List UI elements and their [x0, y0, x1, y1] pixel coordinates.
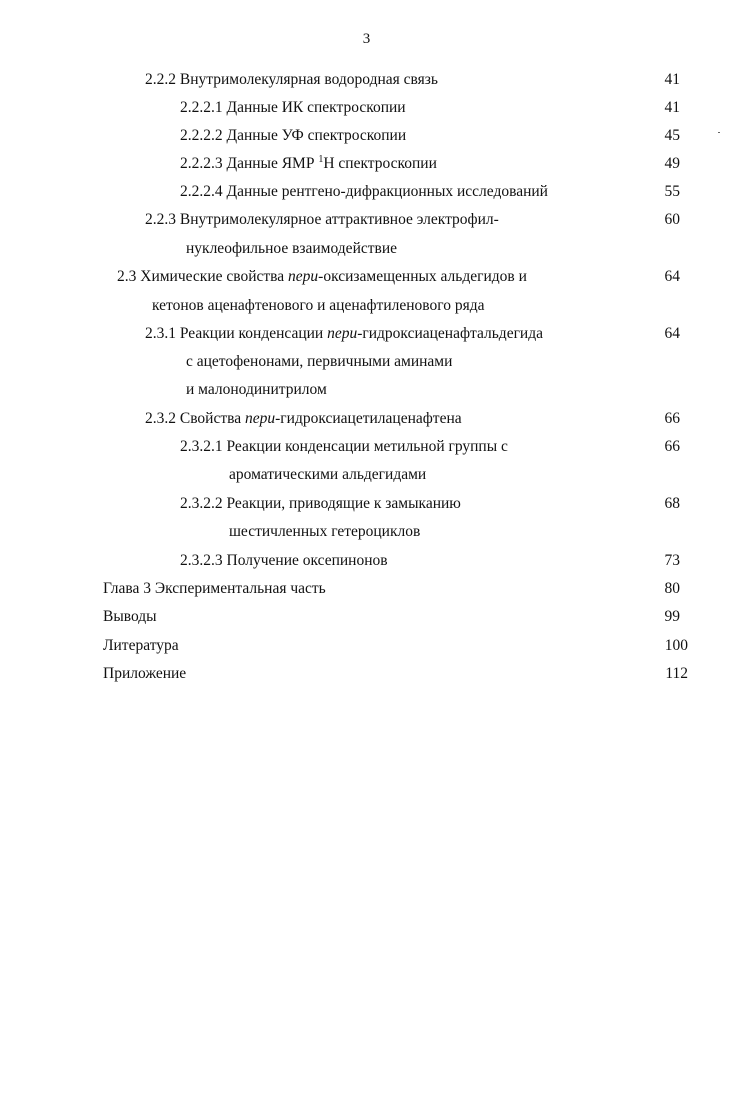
toc-page-2-3-1: 64 [664, 325, 680, 342]
toc-entry-text: 2.3.1 Реакции конденсации [145, 325, 328, 342]
toc-entry-chapter-3: Глава 3 Экспериментальная часть [103, 580, 326, 597]
toc-page-2-3-2-2: 68 [664, 495, 680, 512]
toc-entry-2-3-1-continuation-2: и малонодинитрилом [186, 381, 327, 398]
toc-entry-text: -гидроксиаценафтальдегида [357, 325, 543, 342]
toc-entry-appendix: Приложение [103, 665, 187, 682]
toc-entry-literature: Литература [103, 637, 179, 654]
toc-entry-2-3-continuation: кетонов аценафтенового и аценафтиленового ряда [152, 297, 485, 314]
toc-page-2-2-2-2: 45 [664, 127, 680, 144]
toc-page-2-3: 64 [664, 268, 680, 285]
page-number: 3 [362, 31, 371, 47]
toc-page-2-3-2: 66 [664, 410, 680, 427]
toc-entry-2-2-3: 2.2.3 Внутримолекулярное аттрактивное электрофил- [145, 211, 499, 228]
toc-entry-2-2-3-continuation: нуклеофильное взаимодействие [186, 240, 398, 257]
toc-page-2-2-2-1: 41 [664, 99, 680, 116]
superscript-mass-number: 1 [318, 154, 324, 165]
scan-speck [718, 132, 720, 133]
toc-entry-conclusions: Выводы [103, 608, 157, 625]
toc-entry-2-2-2: 2.2.2 Внутримолекулярная водородная связь [145, 71, 438, 88]
toc-page-2-2-2-4: 55 [664, 183, 680, 200]
toc-page-2-2-3: 60 [664, 211, 680, 228]
toc-page-appendix: 112 [665, 665, 688, 682]
toc-entry-text: -гидроксиацетилаценафтена [275, 410, 462, 427]
italic-prefix: пери [327, 325, 358, 342]
toc-entry-2-3 [117, 267, 527, 287]
toc-entry-2-3-2-3: 2.3.2.3 Получение оксепинонов [180, 552, 388, 569]
toc-entry-2-3-1 [145, 324, 543, 344]
toc-entry-text: -оксизамещенных альдегидов и [318, 268, 527, 285]
toc-entry-2-2-2-1: 2.2.2.1 Данные ИК спектроскопии [180, 99, 406, 116]
toc-page-conclusions: 99 [664, 608, 680, 625]
toc-entry-text: 2.3.2 Свойства [145, 410, 245, 427]
toc-entry-text: 2.2.2.3 Данные ЯМР [180, 155, 319, 172]
toc-page-2-2-2-3: 49 [664, 155, 680, 172]
toc-entry-2-2-2-3 [180, 154, 437, 174]
italic-prefix: пери [288, 268, 319, 285]
toc-entry-2-3-2 [145, 409, 462, 429]
toc-entry-2-2-2-4: 2.2.2.4 Данные рентгено-дифракционных исследований [180, 183, 548, 200]
toc-entry-2-2-2-2: 2.2.2.2 Данные УФ спектроскопии [180, 127, 407, 144]
italic-prefix: пери [245, 410, 276, 427]
toc-entry-text: 2.3 Химические свойства [117, 268, 289, 285]
toc-page-literature: 100 [664, 637, 688, 654]
toc-entry-2-3-2-1: 2.3.2.1 Реакции конденсации метильной группы с [180, 438, 508, 455]
toc-entry-text: Н спектроскопии [323, 155, 437, 172]
toc-page-2-3-2-1: 66 [664, 438, 680, 455]
toc-entry-2-3-2-2: 2.3.2.2 Реакции, приводящие к замыканию [180, 495, 461, 512]
toc-entry-2-3-2-1-continuation: ароматическими альдегидами [229, 466, 427, 483]
toc-page-2-3-2-3: 73 [664, 552, 680, 569]
toc-entry-2-3-1-continuation: с ацетофенонами, первичными аминами [186, 353, 453, 370]
toc-entry-2-3-2-2-continuation: шестичленных гетероциклов [229, 523, 421, 540]
toc-page-2-2-2: 41 [664, 71, 680, 88]
toc-page-chapter-3: 80 [664, 580, 680, 597]
